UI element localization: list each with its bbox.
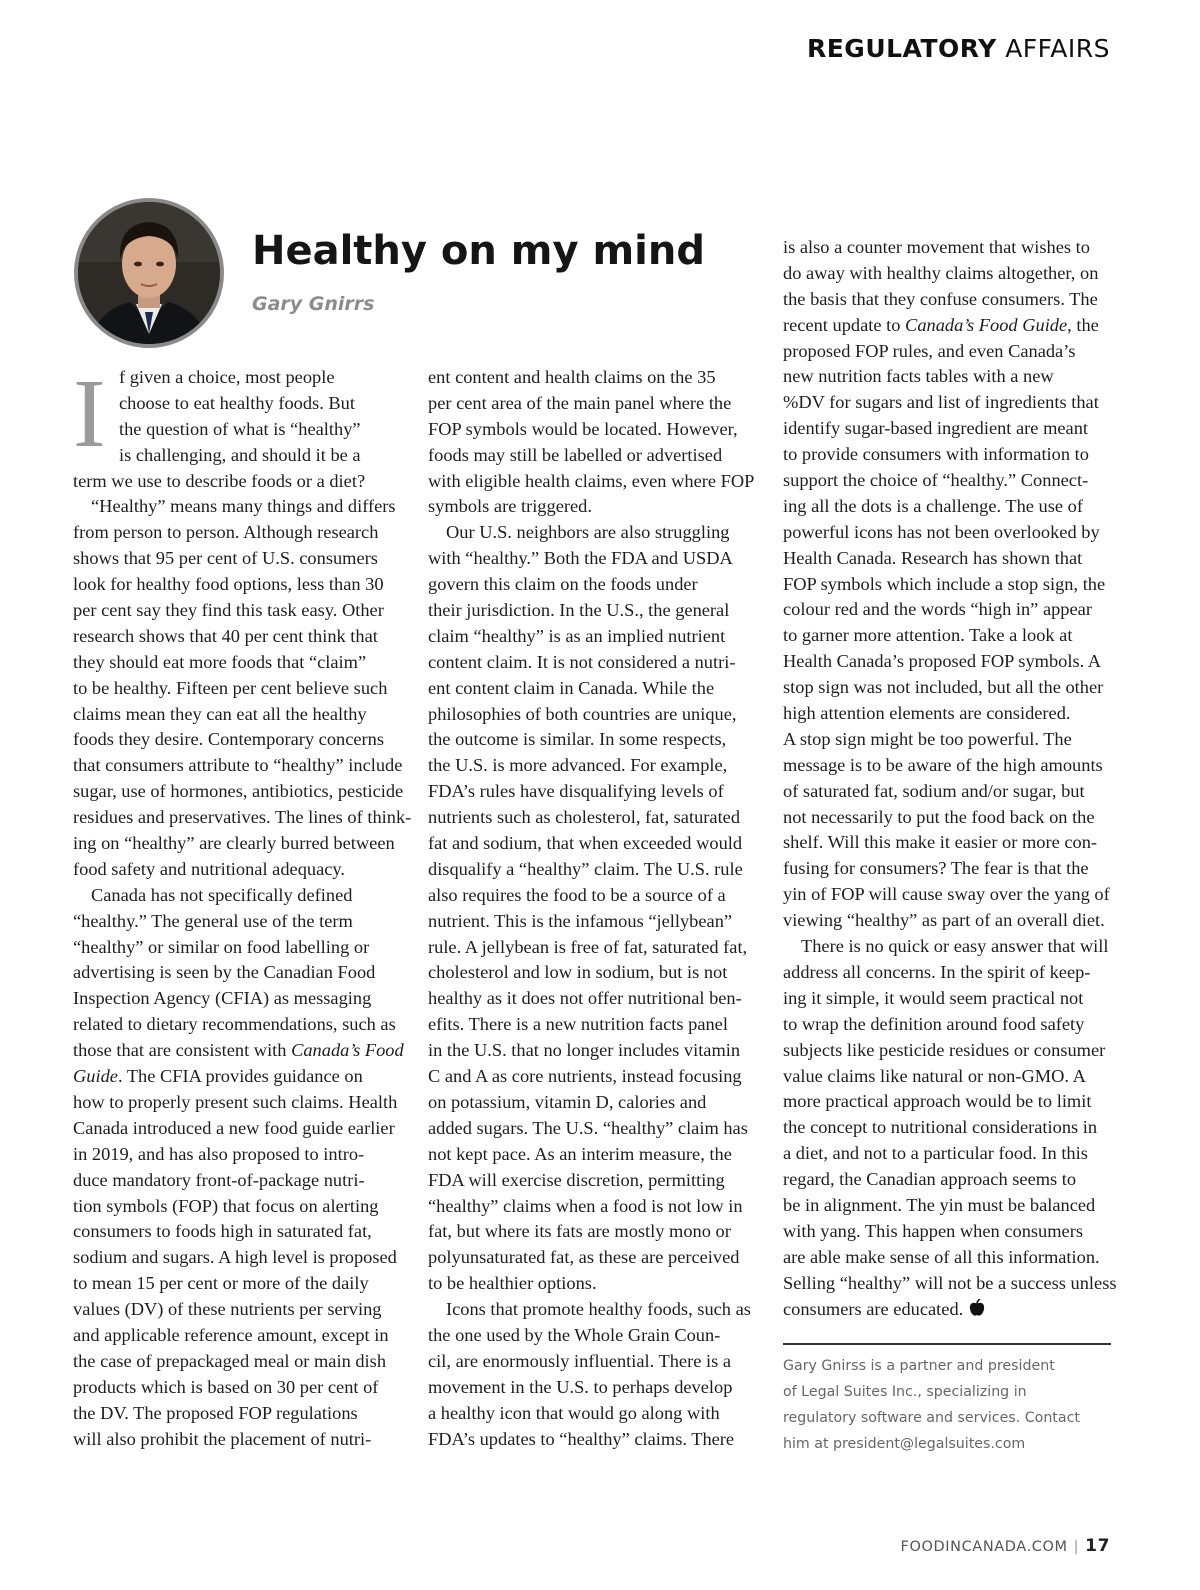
bio-divider xyxy=(783,1343,1111,1345)
text-line: Health Canada. Research has shown that xyxy=(783,547,1083,568)
text-line: of saturated fat, sodium and/or sugar, but xyxy=(783,780,1085,801)
text-line: with eligible health claims, even where FOP xyxy=(428,470,755,491)
text-line: ent content and health claims on the 35 xyxy=(428,367,716,387)
text-line: colour red and the words “high in” appear xyxy=(783,599,1092,620)
footer-separator: | xyxy=(1073,1539,1080,1555)
text-line: support the choice of “healthy.” Connect- xyxy=(783,470,1089,491)
text-line: Health Canada’s proposed FOP symbols. A xyxy=(783,651,1102,672)
author-bio xyxy=(783,1353,1113,1457)
text-line: not necessarily to put the food back on the xyxy=(783,806,1095,827)
text-line: is challenging, and should it be a xyxy=(119,444,361,465)
text-line: those that are consistent with Canada’s Food xyxy=(73,1040,404,1061)
text-line: the DV. The proposed FOP regulations xyxy=(73,1402,358,1423)
text-line: do away with healthy claims altogether, on xyxy=(783,262,1099,283)
text-line: address all concerns. In the spirit of keep- xyxy=(783,961,1091,982)
text-line: residues and preservatives. The lines of think- xyxy=(73,807,412,828)
text-line: per cent area of the main panel where the xyxy=(428,392,732,413)
text-line: message is to be aware of the high amounts xyxy=(783,754,1103,775)
text-line: ent content claim in Canada. While the xyxy=(428,677,715,698)
text-line: the concept to nutritional considerations in xyxy=(783,1117,1098,1138)
text-line: are able make sense of all this information. xyxy=(783,1246,1100,1267)
text-line: Inspection Agency (CFIA) as messaging xyxy=(73,988,372,1009)
text-line: There is no quick or easy answer that will xyxy=(801,936,1109,957)
text-line: sugar, use of hormones, antibiotics, pesticide xyxy=(73,781,404,802)
text-line: Canada introduced a new food guide earlier xyxy=(73,1117,395,1138)
text-line: the one used by the Whole Grain Coun- xyxy=(428,1324,721,1345)
text-line: cil, are enormously influential. There is a xyxy=(428,1350,732,1371)
text-line: with “healthy.” Both the FDA and USDA xyxy=(428,548,733,569)
bio-line: regulatory software and services. Contact xyxy=(783,1410,1080,1426)
text-line: claim “healthy” is as an implied nutrient xyxy=(428,625,726,646)
text-line: to wrap the definition around food safety xyxy=(783,1013,1085,1034)
text-line: nutrient. This is the infamous “jellybean” xyxy=(428,910,733,931)
footer-site: FOODINCANADA.COM xyxy=(900,1539,1068,1555)
text-line: powerful icons has not been overlooked by xyxy=(783,521,1100,542)
text-line: healthy as it does not offer nutritional ben- xyxy=(428,988,742,1009)
text-line: shows that 95 per cent of U.S. consumers xyxy=(73,548,378,569)
bio-line: Gary Gnirss is a partner and president xyxy=(783,1358,1055,1374)
text-line: to be healthy. Fifteen per cent believe such xyxy=(73,677,388,698)
section-name-light: AFFAIRS xyxy=(1005,34,1110,63)
text-line: tion symbols (FOP) that focus on alerting xyxy=(73,1195,379,1216)
text-line: disqualify a “healthy” claim. The U.S. rule xyxy=(428,858,743,879)
text-line: advertising is seen by the Canadian Food xyxy=(73,962,376,983)
text-line: in the U.S. that no longer includes vitamin xyxy=(428,1040,741,1061)
text-line: viewing “healthy” as part of an overall diet. xyxy=(783,910,1105,931)
text-line: how to properly present such claims. Health xyxy=(73,1091,398,1112)
text-line: also requires the food to be a source of a xyxy=(428,884,726,905)
text-line: ing on “healthy” are clearly burred between xyxy=(73,833,395,854)
text-line: fat and sodium, that when exceeded would xyxy=(428,833,743,854)
text-line: products which is based on 30 per cent of xyxy=(73,1376,379,1397)
text-line: Our U.S. neighbors are also struggling xyxy=(446,522,730,543)
text-line: “healthy.” The general use of the term xyxy=(73,910,353,931)
text-line: FOP symbols which include a stop sign, the xyxy=(783,573,1106,594)
text-line: efits. There is a new nutrition facts panel xyxy=(428,1014,728,1035)
text-line: Guide. The CFIA provides guidance on xyxy=(73,1066,363,1087)
text-line: C and A as core nutrients, instead focusing xyxy=(428,1066,742,1087)
text-line: to garner more attention. Take a look at xyxy=(783,625,1073,646)
text-line: philosophies of both countries are unique, xyxy=(428,703,737,724)
text-line: %DV for sugars and list of ingredients that xyxy=(783,392,1099,413)
text-line: term we use to describe foods or a diet? xyxy=(73,470,366,491)
article-author: Gary Gnirrs xyxy=(252,293,375,315)
text-line: food safety and nutritional adequacy. xyxy=(73,858,346,879)
text-line: new nutrition facts tables with a new xyxy=(783,366,1054,387)
text-line: foods they desire. Contemporary concerns xyxy=(73,729,385,750)
text-line: yin of FOP will cause sway over the yang of xyxy=(783,884,1110,905)
text-line: claims mean they can eat all the healthy xyxy=(73,703,367,724)
text-line: FDA will exercise discretion, permitting xyxy=(428,1169,725,1190)
text-line: polyunsaturated fat, as these are perceived xyxy=(428,1247,740,1268)
text-line: “healthy” or similar on food labelling or xyxy=(73,936,370,957)
text-line: ing all the dots is a challenge. The use of xyxy=(783,495,1083,516)
article-column-1 xyxy=(73,360,412,1452)
text-line: value claims like natural or non-GMO. A xyxy=(783,1065,1086,1086)
text-line: cholesterol and low in sodium, but is not xyxy=(428,962,728,983)
text-line: the outcome is similar. In some respects, xyxy=(428,729,727,750)
text-line: the question of what is “healthy” xyxy=(119,418,361,439)
text-line: choose to eat healthy foods. But xyxy=(119,392,355,413)
text-line: a diet, and not to a particular food. In this xyxy=(783,1143,1088,1164)
text-line: sodium and sugars. A high level is proposed xyxy=(73,1247,397,1268)
text-line: “healthy” claims when a food is not low in xyxy=(428,1195,743,1216)
text-line: A stop sign might be too powerful. The xyxy=(783,728,1072,749)
text-line: that consumers attribute to “healthy” include xyxy=(73,755,403,776)
text-line: consumers are educated. xyxy=(783,1297,1113,1323)
text-line: not kept pace. As an interim measure, the xyxy=(428,1143,732,1164)
text-line: symbols are triggered. xyxy=(428,496,592,517)
text-line: subjects like pesticide residues or consumer xyxy=(783,1039,1106,1060)
text-line: the U.S. is more advanced. For example, xyxy=(428,755,728,776)
text-line: added sugars. The U.S. “healthy” claim has xyxy=(428,1117,748,1138)
text-line: to mean 15 per cent or more of the daily xyxy=(73,1273,369,1294)
text-line: related to dietary recommendations, such as xyxy=(73,1014,396,1035)
text-line: look for healthy food options, less than 30 xyxy=(73,574,384,595)
article-title: Healthy on my mind xyxy=(252,228,705,274)
text-line: the basis that they confuse consumers. The xyxy=(783,288,1098,309)
drop-cap: I xyxy=(73,360,106,468)
text-line: per cent say they find this task easy. Other xyxy=(73,600,384,621)
author-photo xyxy=(74,198,224,348)
text-line: a healthy icon that would go along with xyxy=(428,1402,720,1423)
text-line: Selling “healthy” will not be a success unless xyxy=(783,1272,1117,1293)
text-line: FDA’s rules have disqualifying levels of xyxy=(428,781,724,802)
text-line: movement in the U.S. to perhaps develop xyxy=(428,1376,733,1397)
text-line: will also prohibit the placement of nutri- xyxy=(73,1428,372,1449)
article-column-3 xyxy=(783,235,1117,1322)
text-line: govern this claim on the foods under xyxy=(428,574,698,595)
text-line: from person to person. Although research xyxy=(73,522,379,543)
text-line: duce mandatory front-of-package nutri- xyxy=(73,1169,365,1190)
apple-icon xyxy=(969,1299,985,1325)
bio-line: him at president@legalsuites.com xyxy=(783,1436,1026,1452)
section-name-bold: REGULATORY xyxy=(806,34,997,63)
text-line: to be healthier options. xyxy=(428,1273,597,1294)
text-line: rule. A jellybean is free of fat, saturated fat, xyxy=(428,936,748,957)
text-line: Icons that promote healthy foods, such as xyxy=(446,1299,751,1320)
text-line: regard, the Canadian approach seems to xyxy=(783,1169,1077,1190)
text-line: fusing for consumers? The fear is that the xyxy=(783,858,1089,879)
text-line: foods may still be labelled or advertised xyxy=(428,444,723,465)
text-line: Canada has not specifically defined xyxy=(91,884,353,905)
text-line: more practical approach would be to limit xyxy=(783,1091,1092,1112)
text-line: on potassium, vitamin D, calories and xyxy=(428,1091,707,1112)
text-line: is also a counter movement that wishes to xyxy=(783,237,1090,257)
text-line: in 2019, and has also proposed to intro- xyxy=(73,1143,365,1164)
text-line: ing it simple, it would seem practical not xyxy=(783,987,1084,1008)
text-line: to provide consumers with information to xyxy=(783,444,1089,465)
text-line: the case of prepackaged meal or main dish xyxy=(73,1350,387,1371)
text-line: be in alignment. The yin must be balanced xyxy=(783,1194,1096,1215)
article-column-2 xyxy=(428,365,758,1452)
page-number: 17 xyxy=(1085,1536,1110,1556)
text-line: their jurisdiction. In the U.S., the general xyxy=(428,600,730,621)
page-footer xyxy=(901,1536,1110,1556)
text-line: content claim. It is not considered a nutri- xyxy=(428,651,736,672)
text-line: values (DV) of these nutrients per serving xyxy=(73,1299,382,1320)
text-line: research shows that 40 per cent think that xyxy=(73,625,378,646)
text-line: and applicable reference amount, except in xyxy=(73,1324,389,1345)
text-line: high attention elements are considered. xyxy=(783,703,1071,724)
text-line: identify sugar-based ingredient are meant xyxy=(783,418,1088,439)
bio-line: of Legal Suites Inc., specializing in xyxy=(783,1384,1027,1400)
section-header xyxy=(807,34,1110,63)
text-line: proposed FOP rules, and even Canada’s xyxy=(783,340,1076,361)
text-line: with yang. This happen when consumers xyxy=(783,1220,1083,1241)
text-line: stop sign was not included, but all the other xyxy=(783,677,1104,698)
text-line: FDA’s updates to “healthy” claims. There xyxy=(428,1428,735,1449)
text-line: FOP symbols would be located. However, xyxy=(428,418,738,439)
text-line: they should eat more foods that “claim” xyxy=(73,651,367,672)
text-line: consumers to foods high in saturated fat, xyxy=(73,1221,372,1242)
text-line: fat, but where its fats are mostly mono or xyxy=(428,1221,731,1242)
text-line: “Healthy” means many things and differs xyxy=(91,496,396,517)
text-line: f given a choice, most people xyxy=(119,367,335,387)
text-line: nutrients such as cholesterol, fat, saturated xyxy=(428,807,741,828)
text-line: shelf. Will this make it easier or more con- xyxy=(783,832,1098,853)
text-line: recent update to Canada’s Food Guide, the xyxy=(783,314,1099,335)
